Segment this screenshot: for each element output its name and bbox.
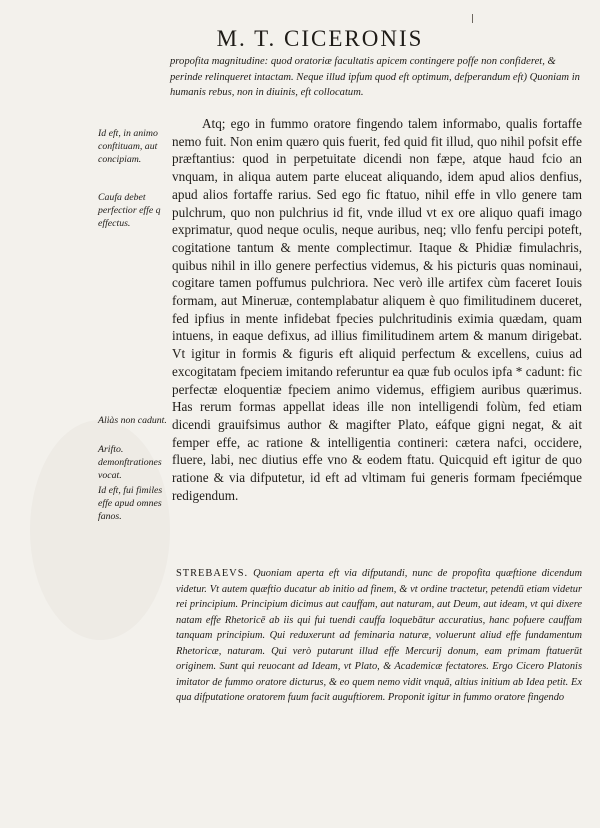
side-note-4: Arifto. demonftrationes vocat. (98, 444, 162, 481)
commentary-text: Quoniam aperta eft via difputandi, nunc de propofita quæftione dicendum videtur. Vt autem quæftio ducatur ab initio ad finem, & vt ordine tractetur, petendū etiam videtur rei principium. Principium dicimus aut cauffam, aut naturam, aut Deum, aut ideam, vt qui dixere natam effe Rhetoricē ab iis qui fui tuendi cauffa loquebātur accuratius, hanc pofuere cauffam tanquam principium. Qui reduxerunt ad feminaria naturæ, voluerunt aliud effe fundamentum Rhetoricæ, naturam. Qui verò putarunt illud effe Mercurij donum, eam primam ftatuerūt originem. Sunt qui reuocant ad Ideam, vt Plato, & Academicæ fectatores. Ergo Cicero Platonis imitator de fummo oratore dicturus, & eo quem nemo vidit vnquā, altius initium ab Idea petit. Ex qua difputatione oratorem fuum facit auguftiorem. Proponit igitur in fummo oratore fingendo (176, 568, 582, 703)
side-note-2: Caufa debet perfectior effe q effectus. (98, 192, 161, 229)
header-title: M. T. CICERONIS (216, 26, 424, 51)
side-note-5: Id eft, fui fimiles effe apud omnes fanos. (98, 485, 163, 522)
running-header (0, 26, 600, 52)
side-note-3: Aliàs non cadunt. (98, 415, 167, 426)
top-commentary-continuation: propofita magnitudine: quod oratoriæ facultatis apicem contingere poffe non confideret, & perinde relinqueret intactam. Neque illud ipfum quod eft optimum, defperandum eft) Quoniam in humanis rebus, non in diuinis, eft collocatum. (170, 56, 580, 98)
page-mark (472, 14, 473, 23)
main-paragraph: Atq; ego in fummo oratore fingendo talem informabo, qualis fortaffe nemo fuit. Non enim quæro quis fuerit, fed quid fit illud, quo nihil pofsit effe præftantius: quod in perpetuitate dicendi non fæpe, atque haud fcio an vnquam, in aliqua autem parte eluceat aliquando, idem apud alios denfius, apud alios fortaffe rarius. Sed ego fic ftatuo, nihil effe in vllo genere tam pulchrum, quo non pulchrius id fit, vnde illud vt ex ore aliquo quafi imago exprimatur, quod neque oculis, neque auribus, neq; vllo fenfu percipi poteft, cogitatione tantum & mente complectimur. Itaque & Phidiæ fimulachris, quibus nihil in illo genere perfectius videmus, & his picturis quas nominaui, cogitare tamen poffumus pulchriora. Nec verò ille artifex cùm faceret Iouis formam, aut Mineruæ, contemplabatur aliquem è quo fimilitudinem duceret, fed ipfius in mente infidebat fpecies pulchritudinis eximia quædam, quam intuens, in eaque defixus, ad illius fimilitudinem artem & manum dirigebat. Vt igitur in formis & figuris eft aliquid perfectum & excellens, cuius ad excogitatam fpeciem imitando referuntur ea quæ fub oculos ipfa * cadunt: fic perfectæ eloquentiæ fpeciem animo videmus, effigiem auribus quærimus. Has rerum formas appellat ideas ille non intelligendi folùm, fed etiam dicendi grauifsimus author & magifter Plato, eáfque gigni negat, & ait femper effe, ac ratione & intelligentia contineri: cætera nafci, occidere, fluere, labi, nec diutius effe vno & eodem ftatu. Quicquid eft igitur de quo ratione & via difputetur, id eft ad vltimam fui generis formam fpeciémque redigendum. (172, 116, 582, 503)
main-text (172, 115, 582, 504)
side-note-1: Id eft, in animo conftituam, aut concipiam. (98, 128, 158, 165)
strebaeus-commentary (176, 566, 582, 706)
commentary-author: STREBAEVS. (176, 568, 249, 579)
